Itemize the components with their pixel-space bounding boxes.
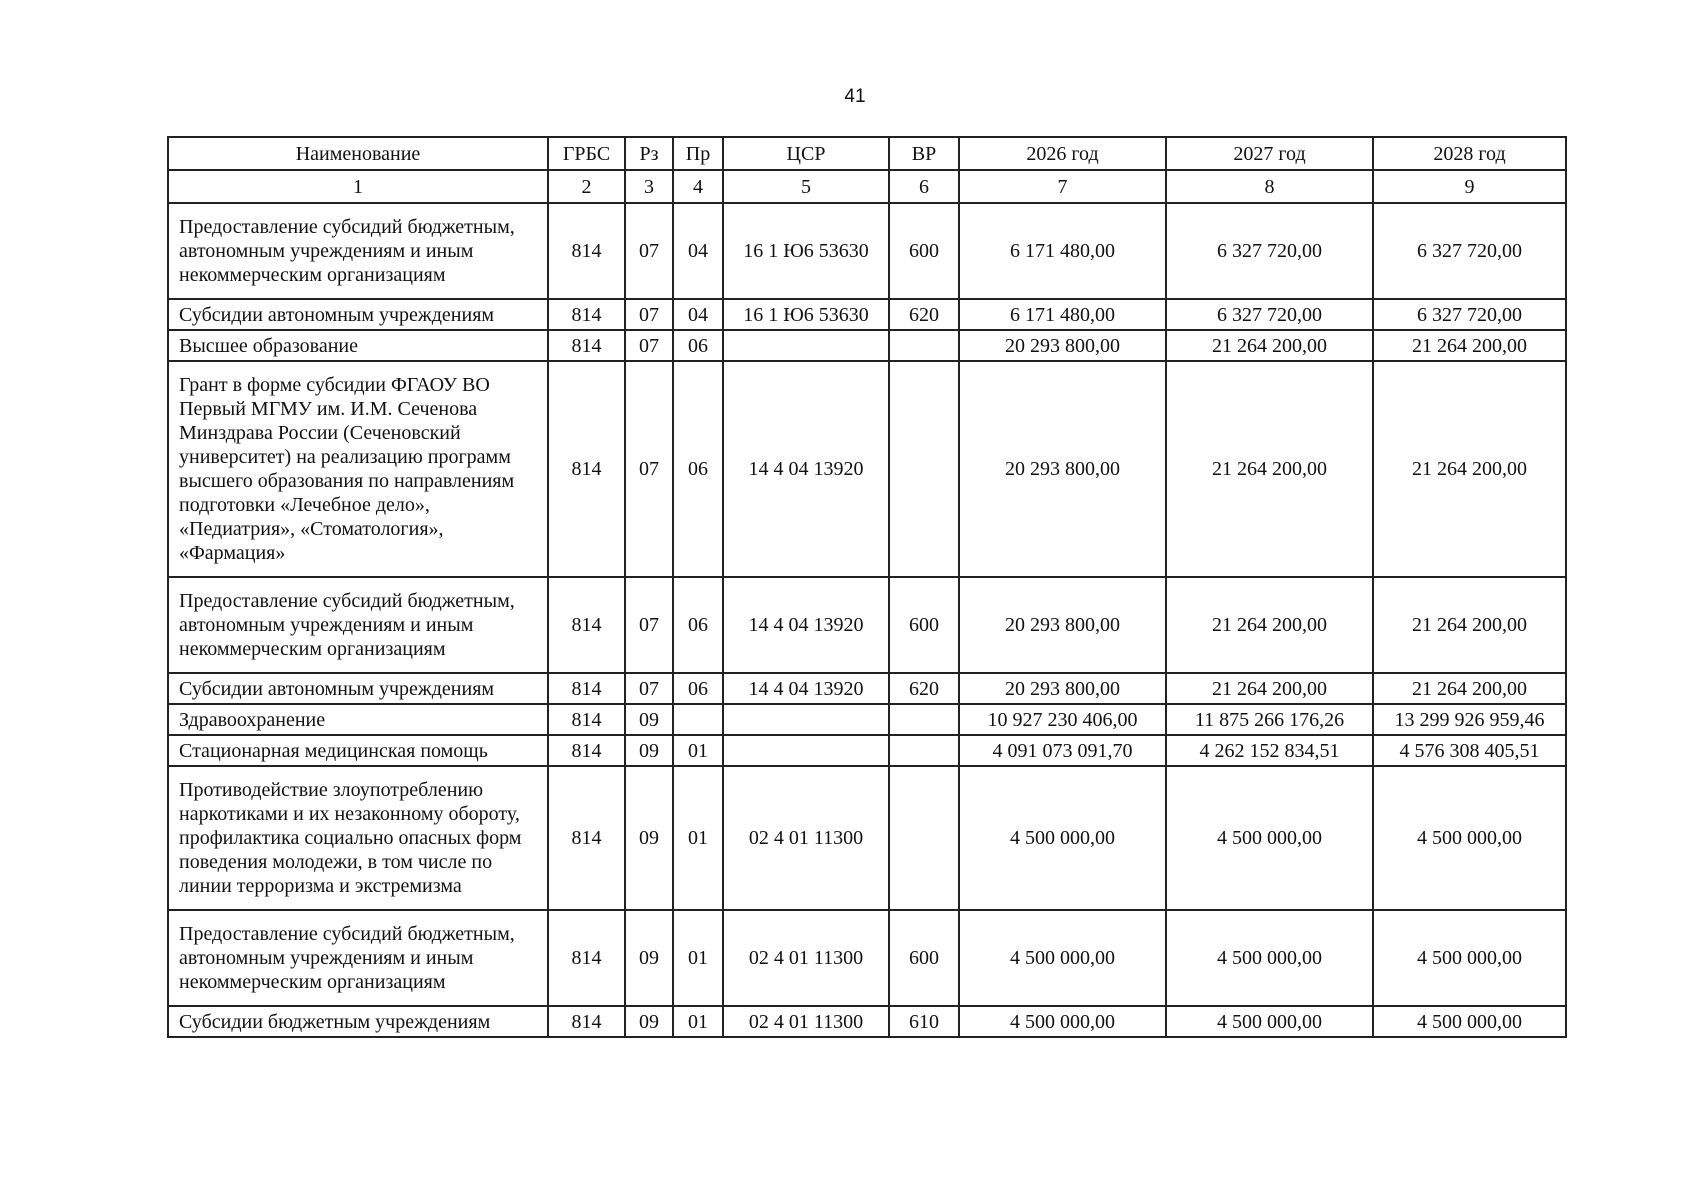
table-row [168, 577, 1566, 673]
budget-table [167, 136, 1567, 1038]
row-rz: 09 [625, 1006, 673, 1037]
row-2027: 6 327 720,00 [1166, 203, 1373, 299]
table-row [168, 1006, 1566, 1037]
header-row [168, 137, 1566, 170]
row-2027: 21 264 200,00 [1166, 673, 1373, 704]
row-2026: 20 293 800,00 [959, 361, 1166, 577]
row-rz: 07 [625, 299, 673, 330]
row-2026: 4 500 000,00 [959, 910, 1166, 1006]
row-pr: 01 [673, 1006, 723, 1037]
row-2026: 10 927 230 406,00 [959, 704, 1166, 735]
row-2028: 6 327 720,00 [1373, 299, 1566, 330]
column-number: 9 [1373, 170, 1566, 203]
table-row [168, 330, 1566, 361]
row-pr: 01 [673, 910, 723, 1006]
row-rz: 07 [625, 361, 673, 577]
column-number: 4 [673, 170, 723, 203]
row-name: Здравоохранение [168, 704, 548, 735]
table-body [168, 203, 1566, 1037]
column-number: 3 [625, 170, 673, 203]
header-2027: 2027 год [1166, 137, 1373, 170]
row-2027: 4 500 000,00 [1166, 910, 1373, 1006]
header-rz: Рз [625, 137, 673, 170]
row-vr: 600 [889, 910, 959, 1006]
row-2028: 4 500 000,00 [1373, 910, 1566, 1006]
row-2028: 21 264 200,00 [1373, 673, 1566, 704]
table-row [168, 766, 1566, 910]
column-number: 7 [959, 170, 1166, 203]
row-2028: 4 500 000,00 [1373, 1006, 1566, 1037]
row-name: Противодействие злоупотреблению наркотиками и их незаконному обороту, профилактика социально опасных форм поведения молодежи, в том числе по линии терроризма и экстремизма [168, 766, 548, 910]
row-rz: 07 [625, 203, 673, 299]
table-row [168, 735, 1566, 766]
table-row [168, 673, 1566, 704]
row-grbs: 814 [548, 1006, 625, 1037]
row-vr: 600 [889, 577, 959, 673]
page-number: 41 [844, 86, 866, 107]
row-rz: 07 [625, 673, 673, 704]
row-2026: 20 293 800,00 [959, 577, 1166, 673]
row-grbs: 814 [548, 203, 625, 299]
row-2028: 13 299 926 959,46 [1373, 704, 1566, 735]
row-2028: 4 576 308 405,51 [1373, 735, 1566, 766]
table-row [168, 361, 1566, 577]
column-number: 5 [723, 170, 889, 203]
row-vr [889, 361, 959, 577]
row-grbs: 814 [548, 673, 625, 704]
row-grbs: 814 [548, 766, 625, 910]
row-pr: 01 [673, 735, 723, 766]
row-pr: 06 [673, 577, 723, 673]
row-name: Субсидии бюджетным учреждениям [168, 1006, 548, 1037]
row-2027: 6 327 720,00 [1166, 299, 1373, 330]
row-vr: 600 [889, 203, 959, 299]
row-vr: 620 [889, 299, 959, 330]
row-pr: 06 [673, 673, 723, 704]
row-2027: 4 262 152 834,51 [1166, 735, 1373, 766]
row-2028: 4 500 000,00 [1373, 766, 1566, 910]
column-number-row [168, 170, 1566, 203]
row-2028: 21 264 200,00 [1373, 330, 1566, 361]
row-name: Грант в форме субсидии ФГАОУ ВО Первый МГМУ им. И.М. Сеченова Минздрава России (Сеченовский университет) на реализацию программ высшего образования по направлениям подготовки «Лечебное дело», «Педиатрия», «Стоматология», «Фармация» [168, 361, 548, 577]
row-pr: 04 [673, 203, 723, 299]
row-csr [723, 330, 889, 361]
row-name: Стационарная медицинская помощь [168, 735, 548, 766]
row-2026: 6 171 480,00 [959, 299, 1166, 330]
table-row [168, 910, 1566, 1006]
header-2028: 2028 год [1373, 137, 1566, 170]
row-pr: 01 [673, 766, 723, 910]
row-name: Высшее образование [168, 330, 548, 361]
row-rz: 07 [625, 577, 673, 673]
row-pr: 06 [673, 361, 723, 577]
row-vr [889, 735, 959, 766]
row-grbs: 814 [548, 577, 625, 673]
column-number: 1 [168, 170, 548, 203]
column-number: 6 [889, 170, 959, 203]
row-vr [889, 766, 959, 910]
row-2027: 21 264 200,00 [1166, 577, 1373, 673]
header-grbs: ГРБС [548, 137, 625, 170]
column-number: 8 [1166, 170, 1373, 203]
header-csr: ЦСР [723, 137, 889, 170]
row-name: Предоставление субсидий бюджетным, автономным учреждениям и иным некоммерческим организациям [168, 203, 548, 299]
table-row [168, 704, 1566, 735]
row-grbs: 814 [548, 910, 625, 1006]
row-pr: 04 [673, 299, 723, 330]
row-2027: 21 264 200,00 [1166, 361, 1373, 577]
table-row [168, 203, 1566, 299]
row-pr: 06 [673, 330, 723, 361]
row-2028: 21 264 200,00 [1373, 361, 1566, 577]
header-vr: ВР [889, 137, 959, 170]
row-pr [673, 704, 723, 735]
row-rz: 09 [625, 910, 673, 1006]
row-2026: 4 091 073 091,70 [959, 735, 1166, 766]
row-2026: 4 500 000,00 [959, 1006, 1166, 1037]
row-grbs: 814 [548, 330, 625, 361]
row-vr [889, 704, 959, 735]
row-csr: 16 1 Ю6 53630 [723, 299, 889, 330]
row-grbs: 814 [548, 735, 625, 766]
row-name: Субсидии автономным учреждениям [168, 299, 548, 330]
row-2026: 20 293 800,00 [959, 673, 1166, 704]
row-2027: 21 264 200,00 [1166, 330, 1373, 361]
row-2027: 11 875 266 176,26 [1166, 704, 1373, 735]
row-2027: 4 500 000,00 [1166, 1006, 1373, 1037]
row-2028: 6 327 720,00 [1373, 203, 1566, 299]
header-pr: Пр [673, 137, 723, 170]
row-2026: 20 293 800,00 [959, 330, 1166, 361]
row-csr: 14 4 04 13920 [723, 673, 889, 704]
row-name: Предоставление субсидий бюджетным, автономным учреждениям и иным некоммерческим организациям [168, 910, 548, 1006]
row-2026: 6 171 480,00 [959, 203, 1166, 299]
row-csr: 02 4 01 11300 [723, 766, 889, 910]
row-rz: 07 [625, 330, 673, 361]
table-row [168, 299, 1566, 330]
row-name: Субсидии автономным учреждениям [168, 673, 548, 704]
row-csr: 14 4 04 13920 [723, 577, 889, 673]
row-rz: 09 [625, 704, 673, 735]
row-csr: 02 4 01 11300 [723, 910, 889, 1006]
row-csr: 16 1 Ю6 53630 [723, 203, 889, 299]
column-number: 2 [548, 170, 625, 203]
row-grbs: 814 [548, 704, 625, 735]
row-grbs: 814 [548, 299, 625, 330]
header-2026: 2026 год [959, 137, 1166, 170]
row-name: Предоставление субсидий бюджетным, автономным учреждениям и иным некоммерческим организациям [168, 577, 548, 673]
row-vr [889, 330, 959, 361]
header-name: Наименование [168, 137, 548, 170]
row-2027: 4 500 000,00 [1166, 766, 1373, 910]
row-2026: 4 500 000,00 [959, 766, 1166, 910]
row-grbs: 814 [548, 361, 625, 577]
row-rz: 09 [625, 766, 673, 910]
row-csr [723, 704, 889, 735]
row-vr: 610 [889, 1006, 959, 1037]
row-csr [723, 735, 889, 766]
row-csr: 02 4 01 11300 [723, 1006, 889, 1037]
row-2028: 21 264 200,00 [1373, 577, 1566, 673]
row-csr: 14 4 04 13920 [723, 361, 889, 577]
row-rz: 09 [625, 735, 673, 766]
table-header [168, 137, 1566, 203]
row-vr: 620 [889, 673, 959, 704]
